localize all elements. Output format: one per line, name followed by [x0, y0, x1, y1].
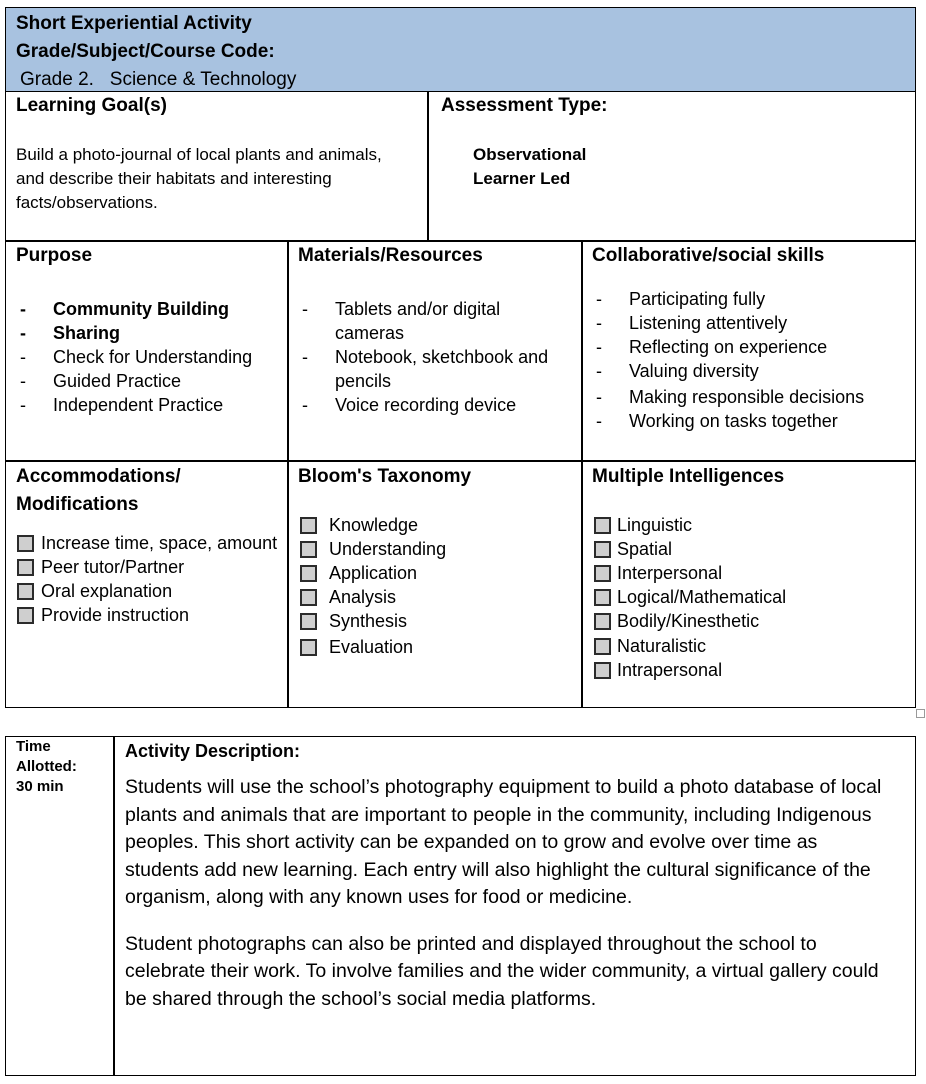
accommodation-option[interactable]: Peer tutor/Partner [16, 555, 278, 579]
time-label-line1: Time [16, 738, 51, 755]
learning-goals-text: Build a photo-journal of local plants and animals, and describe their habitats and interesting facts/observations. [16, 145, 382, 212]
collab-item: - Reflecting on experience [592, 335, 905, 359]
materials-cell [287, 240, 583, 462]
checkbox[interactable] [17, 607, 34, 624]
learning-goals-title: Learning Goal(s) [16, 95, 167, 116]
bloom-option[interactable]: Evaluation [298, 635, 572, 659]
purpose-item: - Sharing [16, 321, 278, 345]
table-resize-handle[interactable] [916, 709, 925, 718]
collab-item: - Participating fully [592, 287, 905, 311]
accommodations-title-line1: Accommodations/ [16, 466, 181, 487]
mi-option[interactable]: Bodily/Kinesthetic [592, 609, 905, 633]
grade-subject-value: Grade 2. Science & Technology [20, 69, 297, 90]
checkbox[interactable] [300, 639, 317, 656]
bloom-option[interactable]: Application [298, 561, 572, 585]
materials-item: - Voice recording device [298, 393, 570, 417]
bloom-option[interactable]: Analysis [298, 585, 572, 609]
accommodations-cell [5, 460, 289, 708]
mi-option[interactable]: Interpersonal [592, 561, 905, 585]
materials-item: - Notebook, sketchbook and pencils [298, 345, 570, 393]
checkbox[interactable] [594, 517, 611, 534]
learning-goals-cell [5, 91, 429, 242]
bloom-cell [287, 460, 583, 708]
activity-paragraph-2: Student photographs can also be printed and displayed throughout the school to celebrate their work. To involve families and the wider community, a virtual gallery could be shared through the school’s social media platforms. [125, 932, 879, 1010]
mi-option[interactable]: Logical/Mathematical [592, 585, 905, 609]
checkbox[interactable] [17, 535, 34, 552]
purpose-item: - Guided Practice [16, 369, 278, 393]
bloom-title: Bloom's Taxonomy [298, 466, 472, 487]
collab-item: - Making responsible decisions [592, 385, 905, 409]
bloom-option[interactable]: Synthesis [298, 609, 572, 633]
mi-cell [581, 460, 916, 708]
mi-title: Multiple Intelligences [592, 466, 785, 487]
collab-item: - Valuing diversity [592, 359, 905, 383]
materials-item: - Tablets and/or digital cameras [298, 297, 570, 345]
header-band [5, 7, 916, 92]
activity-description-title: Activity Description: [125, 741, 301, 761]
assessment-title: Assessment Type: [441, 95, 608, 116]
checkbox[interactable] [594, 565, 611, 582]
purpose-title: Purpose [16, 245, 93, 266]
grade-subject-label: Grade/Subject/Course Code: [16, 41, 275, 62]
purpose-item: - Check for Understanding [16, 345, 278, 369]
activity-title: Short Experiential Activity [16, 13, 252, 34]
checkbox[interactable] [594, 613, 611, 630]
collab-item: - Working on tasks together [592, 409, 905, 433]
checkbox[interactable] [300, 589, 317, 606]
activity-paragraph-1: Students will use the school’s photography equipment to build a photo database of local plants and animals that are important to people in the community, including Indigenous peoples. This short activity can be expanded on to grow and evolve over time as students add new learning. Each entry will also highlight the cultural significance of the organism, along with any known uses for food or medicine. [125, 776, 882, 908]
assessment-cell [427, 91, 916, 242]
materials-list [298, 297, 570, 417]
time-value: 30 min [16, 778, 64, 795]
checkbox[interactable] [17, 583, 34, 600]
assessment-item: Observational [473, 145, 587, 164]
purpose-cell [5, 240, 289, 462]
time-label-line2: Allotted: [16, 758, 77, 775]
activity-description-cell [113, 736, 916, 1076]
checkbox[interactable] [594, 638, 611, 655]
checkbox[interactable] [300, 517, 317, 534]
assessment-item: Learner Led [473, 169, 571, 188]
checkbox[interactable] [300, 541, 317, 558]
collab-item: - Listening attentively [592, 311, 905, 335]
purpose-item: - Independent Practice [16, 393, 278, 417]
accommodations-title-line2: Modifications [16, 494, 139, 515]
checkbox[interactable] [17, 559, 34, 576]
accommodation-option[interactable]: Provide instruction [16, 603, 278, 627]
accommodation-option[interactable]: Increase time, space, amount [16, 531, 278, 555]
accommodation-option[interactable]: Oral explanation [16, 579, 278, 603]
purpose-list [16, 297, 278, 417]
mi-option[interactable]: Linguistic [592, 513, 905, 537]
collab-cell [581, 240, 916, 462]
checkbox[interactable] [594, 541, 611, 558]
collab-title: Collaborative/social skills [592, 245, 825, 266]
time-allotted-cell [5, 736, 115, 1076]
checkbox[interactable] [594, 589, 611, 606]
mi-option[interactable]: Spatial [592, 537, 905, 561]
checkbox[interactable] [300, 565, 317, 582]
bloom-option[interactable]: Knowledge [298, 513, 572, 537]
collab-list [592, 287, 905, 433]
checkbox[interactable] [300, 613, 317, 630]
mi-option[interactable]: Naturalistic [592, 634, 905, 658]
bloom-option[interactable]: Understanding [298, 537, 572, 561]
checkbox[interactable] [594, 662, 611, 679]
purpose-item: - Community Building [16, 297, 278, 321]
mi-option[interactable]: Intrapersonal [592, 658, 905, 682]
materials-title: Materials/Resources [298, 245, 483, 266]
